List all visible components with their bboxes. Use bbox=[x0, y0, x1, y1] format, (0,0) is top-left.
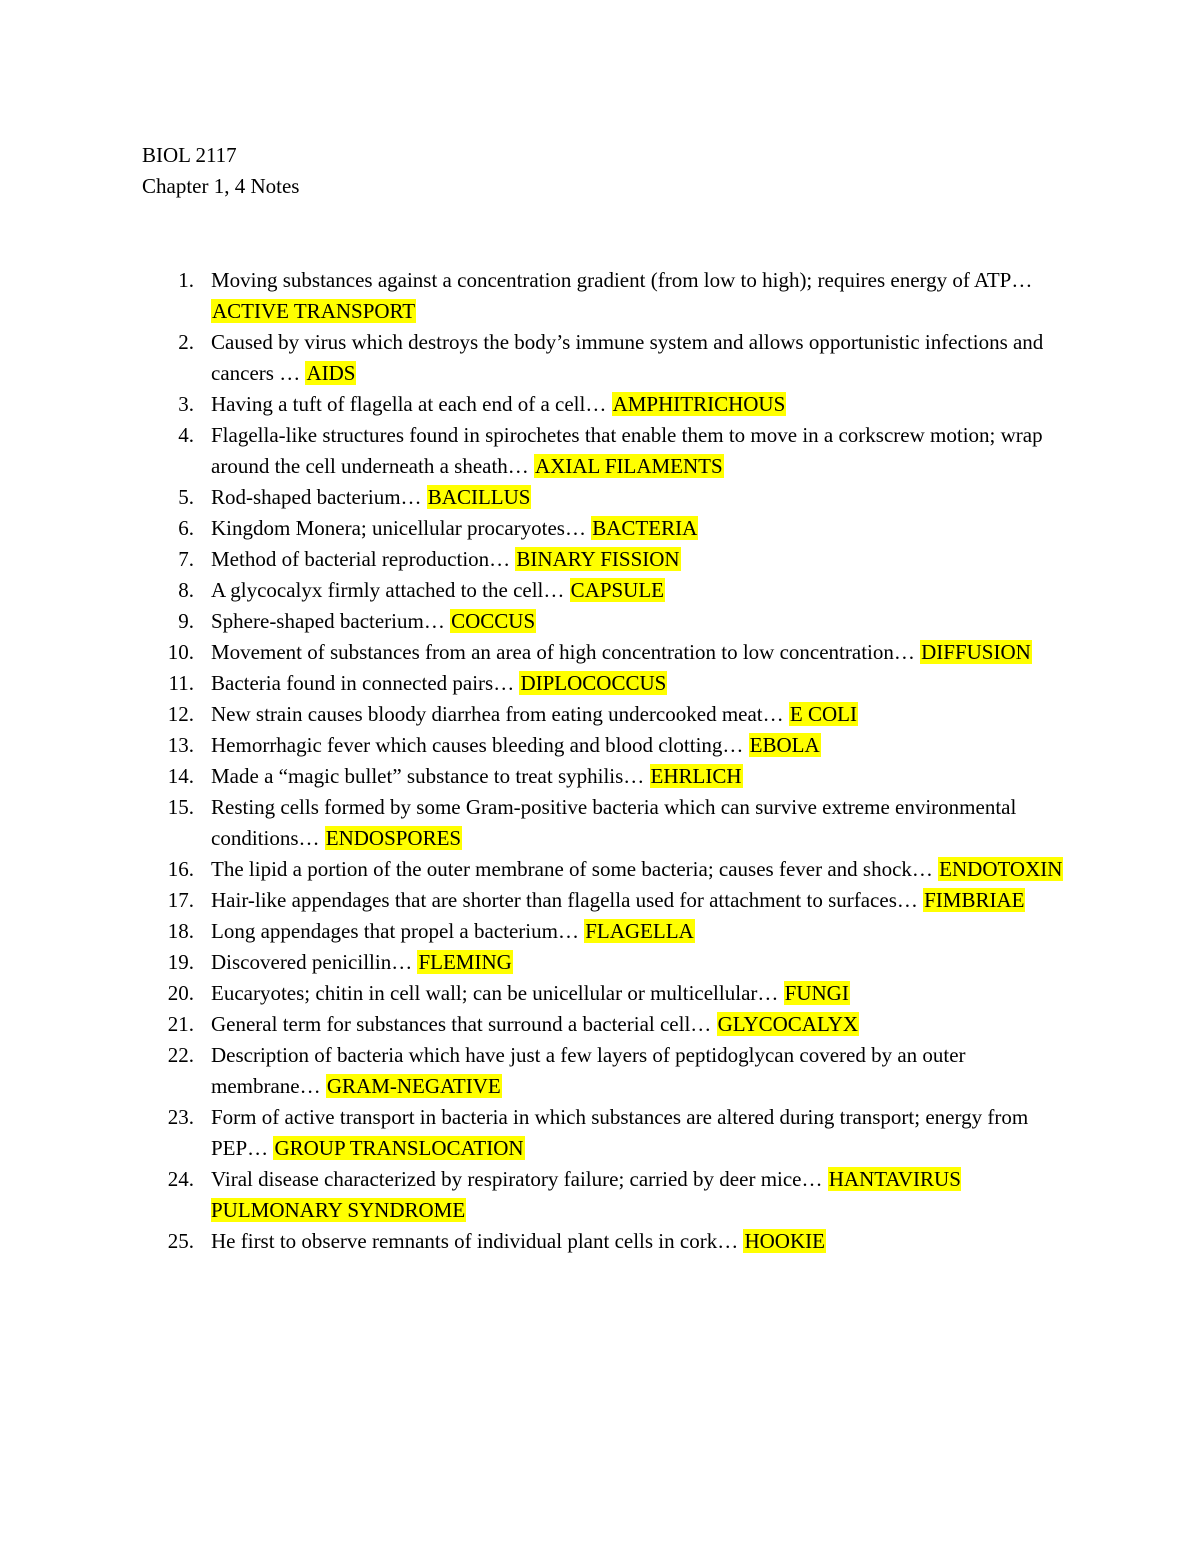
item-text: Bacteria found in connected pairs… bbox=[211, 671, 520, 695]
highlighted-answer: HOOKIE bbox=[744, 1229, 825, 1253]
item-number: 4. bbox=[178, 423, 194, 447]
highlighted-answer: AMPHITRICHOUS bbox=[612, 392, 786, 416]
item-text: Kingdom Monera; unicellular procaryotes… bbox=[211, 516, 592, 540]
item-text: Hair-like appendages that are shorter than flagella used for attachment to surfaces… bbox=[211, 888, 924, 912]
highlighted-answer: CAPSULE bbox=[570, 578, 664, 602]
list-item bbox=[142, 606, 1072, 637]
item-number: 19. bbox=[167, 950, 194, 974]
list-item bbox=[142, 885, 1072, 916]
item-text: Resting cells formed by some Gram-positive bacteria which can survive extreme environmental conditions… bbox=[211, 795, 1017, 850]
item-text: Method of bacterial reproduction… bbox=[211, 547, 516, 571]
notes-list bbox=[142, 265, 1072, 1257]
item-text: Hemorrhagic fever which causes bleeding and blood clotting… bbox=[211, 733, 749, 757]
highlighted-answer: FLEMING bbox=[418, 950, 512, 974]
item-number: 3. bbox=[178, 392, 194, 416]
list-item bbox=[142, 916, 1072, 947]
list-item bbox=[142, 327, 1072, 389]
list-item bbox=[142, 761, 1072, 792]
list-item bbox=[142, 730, 1072, 761]
item-number: 18. bbox=[167, 919, 194, 943]
list-item bbox=[142, 668, 1072, 699]
item-number: 7. bbox=[178, 547, 194, 571]
item-number: 17. bbox=[167, 888, 194, 912]
course-title: BIOL 2117 bbox=[142, 143, 237, 167]
item-text: Description of bacteria which have just a few layers of peptidoglycan covered by an outer membrane… bbox=[211, 1043, 966, 1098]
item-text: Sphere-shaped bacterium… bbox=[211, 609, 451, 633]
item-number: 1. bbox=[178, 268, 194, 292]
highlighted-answer: COCCUS bbox=[451, 609, 536, 633]
highlighted-answer: AXIAL FILAMENTS bbox=[535, 454, 723, 478]
list-item bbox=[142, 389, 1072, 420]
item-text: General term for substances that surround a bacterial cell… bbox=[211, 1012, 717, 1036]
list-item bbox=[142, 482, 1072, 513]
list-item bbox=[142, 1164, 1072, 1226]
list-item bbox=[142, 1226, 1072, 1257]
item-number: 25. bbox=[167, 1229, 194, 1253]
item-text: Discovered penicillin… bbox=[211, 950, 418, 974]
item-number: 8. bbox=[178, 578, 194, 602]
list-item bbox=[142, 544, 1072, 575]
highlighted-answer: DIFFUSION bbox=[921, 640, 1031, 664]
item-number: 13. bbox=[167, 733, 194, 757]
item-text: Having a tuft of flagella at each end of a cell… bbox=[211, 392, 612, 416]
list-item bbox=[142, 699, 1072, 730]
list-item bbox=[142, 792, 1072, 854]
item-number: 21. bbox=[167, 1012, 194, 1036]
highlighted-answer: DIPLOCOCCUS bbox=[520, 671, 667, 695]
highlighted-answer: EBOLA bbox=[749, 733, 820, 757]
document-header bbox=[142, 140, 299, 202]
item-text: Eucaryotes; chitin in cell wall; can be unicellular or multicellular… bbox=[211, 981, 784, 1005]
list-item bbox=[142, 1040, 1072, 1102]
list-item bbox=[142, 947, 1072, 978]
item-number: 16. bbox=[167, 857, 194, 881]
item-number: 20. bbox=[167, 981, 194, 1005]
item-text: Form of active transport in bacteria in which substances are altered during transport; energy from PEP… bbox=[211, 1105, 1029, 1160]
item-number: 22. bbox=[167, 1043, 194, 1067]
item-text: New strain causes bloody diarrhea from eating undercooked meat… bbox=[211, 702, 789, 726]
item-text: Rod-shaped bacterium… bbox=[211, 485, 427, 509]
item-text: He first to observe remnants of individual plant cells in cork… bbox=[211, 1229, 744, 1253]
highlighted-answer: E COLI bbox=[789, 702, 857, 726]
item-number: 6. bbox=[178, 516, 194, 540]
item-number: 9. bbox=[178, 609, 194, 633]
highlighted-answer: ENDOTOXIN bbox=[939, 857, 1063, 881]
highlighted-answer: HANTAVIRUS PULMONARY SYNDROME bbox=[211, 1167, 961, 1222]
list-item bbox=[142, 978, 1072, 1009]
item-text: A glycocalyx firmly attached to the cell… bbox=[211, 578, 570, 602]
highlighted-answer: FUNGI bbox=[784, 981, 849, 1005]
highlighted-answer: FLAGELLA bbox=[585, 919, 694, 943]
highlighted-answer: BINARY FISSION bbox=[516, 547, 680, 571]
highlighted-answer: AIDS bbox=[306, 361, 356, 385]
list-item bbox=[142, 1009, 1072, 1040]
list-item bbox=[142, 575, 1072, 606]
item-number: 23. bbox=[167, 1105, 194, 1129]
highlighted-answer: GLYCOCALYX bbox=[717, 1012, 859, 1036]
list-item bbox=[142, 1102, 1072, 1164]
item-text: Viral disease characterized by respiratory failure; carried by deer mice… bbox=[211, 1167, 828, 1191]
chapter-title: Chapter 1, 4 Notes bbox=[142, 174, 300, 198]
list-item bbox=[142, 513, 1072, 544]
item-number: 15. bbox=[167, 795, 194, 819]
item-number: 12. bbox=[167, 702, 194, 726]
item-number: 14. bbox=[167, 764, 194, 788]
item-text: Made a “magic bullet” substance to treat syphilis… bbox=[211, 764, 650, 788]
item-number: 2. bbox=[178, 330, 194, 354]
list-item bbox=[142, 637, 1072, 668]
item-text: Long appendages that propel a bacterium… bbox=[211, 919, 585, 943]
highlighted-answer: FIMBRIAE bbox=[924, 888, 1025, 912]
item-number: 5. bbox=[178, 485, 194, 509]
list-item bbox=[142, 854, 1072, 885]
item-text: Moving substances against a concentration gradient (from low to high); requires energy of ATP… bbox=[211, 268, 1033, 292]
item-text: Flagella-like structures found in spirochetes that enable them to move in a corkscrew motion; wrap around the cell underneath a sheath… bbox=[211, 423, 1043, 478]
list-item bbox=[142, 265, 1072, 327]
highlighted-answer: BACILLUS bbox=[427, 485, 531, 509]
highlighted-answer: ACTIVE TRANSPORT bbox=[212, 299, 416, 323]
item-text: Movement of substances from an area of high concentration to low concentration… bbox=[211, 640, 921, 664]
highlighted-answer: GRAM-NEGATIVE bbox=[326, 1074, 501, 1098]
item-number: 10. bbox=[167, 640, 194, 664]
list-item bbox=[142, 420, 1072, 482]
highlighted-answer: GROUP TRANSLOCATION bbox=[274, 1136, 524, 1160]
highlighted-answer: BACTERIA bbox=[592, 516, 698, 540]
item-number: 24. bbox=[167, 1167, 194, 1191]
item-text: The lipid a portion of the outer membrane of some bacteria; causes fever and shock… bbox=[211, 857, 939, 881]
highlighted-answer: EHRLICH bbox=[650, 764, 742, 788]
highlighted-answer: ENDOSPORES bbox=[325, 826, 462, 850]
item-text: Caused by virus which destroys the body’s immune system and allows opportunistic infections and cancers … bbox=[211, 330, 1044, 385]
item-number: 11. bbox=[168, 671, 194, 695]
